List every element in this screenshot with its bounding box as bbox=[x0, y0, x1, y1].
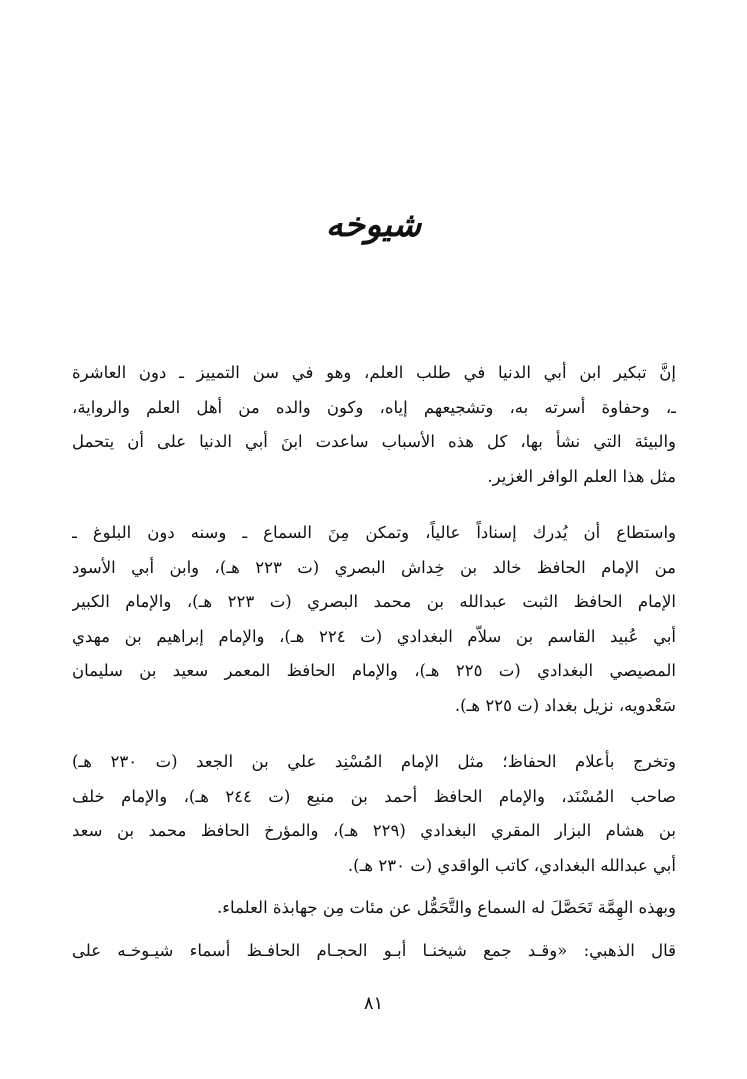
paragraph-3 bbox=[72, 745, 676, 883]
paragraph-5 bbox=[72, 934, 676, 969]
text-line: وبهذه الهِمَّة تَحَصَّلَ له السماع والتَّحَمُّل عن مئات مِن جهابذة العلماء. bbox=[217, 898, 676, 917]
body-text bbox=[72, 356, 676, 968]
text-line: أبي عبدالله البغدادي، كاتب الواقدي (ت ٢٣٠ هـ). bbox=[347, 855, 676, 875]
paragraph-4 bbox=[72, 891, 676, 926]
text-line: قال الذهبي: «وقـد جمع شيخنـا أبـو الحجـام الحافـظ أسماء شيـوخـه على bbox=[72, 940, 676, 960]
text-line: بن هشام البزار المقري البغدادي (٢٢٩ هـ)، والمؤرخ الحافظ محمد بن سعد bbox=[72, 821, 676, 840]
paragraph-1 bbox=[72, 356, 676, 494]
text-line: سَعْدويه، نزيل بغداد (ت ٢٢٥ هـ). bbox=[454, 695, 676, 715]
text-line: المصيصي البغدادي (ت ٢٢٥ هـ)، والإمام الحافظ المعمر سعيد بن سليمان bbox=[72, 661, 676, 680]
text-line: أبي عُبيد القاسم بن سلاّم البغدادي (ت ٢٢٤ هـ)، والإمام إبراهيم بن مهدي bbox=[72, 626, 676, 646]
page-number: ٨١ bbox=[363, 993, 384, 1014]
text-line: ـ، وحفاوة أسرته به، وتشجيعهم إياه، وكون والده من أهل العلم والرواية، bbox=[72, 397, 676, 417]
text-line: إنَّ تبكير ابن أبي الدنيا في طلب العلم، وهو في سن التمييز ـ دون العاشرة bbox=[72, 363, 676, 382]
page-title: شيوخه bbox=[325, 205, 422, 245]
text-line: الإمام الحافظ الثبت عبدالله بن محمد البصري (ت ٢٢٣ هـ)، والإمام الكبير bbox=[72, 592, 676, 611]
text-line: والبيئة التي نشأ بها، كل هذه الأسباب ساعدت ابنَ أبي الدنيا على أن يتحمل bbox=[72, 432, 676, 451]
text-line: وتخرج بأعلام الحفاظ؛ مثل الإمام المُسْنِد علي بن الجعد (ت ٢٣٠ هـ) bbox=[72, 752, 676, 771]
text-line: من الإمام الحافظ خالد بن خِداش البصري (ت ٢٢٣ هـ)، وابن أبي الأسود bbox=[72, 557, 676, 577]
text-line: مثل هذا العلم الوافر الغزير. bbox=[487, 466, 676, 486]
paragraph-2 bbox=[72, 516, 676, 723]
text-line: واستطاع أن يُدرك إسناداً عالياً، وتمكن مِنَ السماع ـ وسنه دون البلوغ ـ bbox=[72, 523, 676, 542]
text-line: صاحب المُسْنَد، والإمام الحافظ أحمد بن منيع (ت ٢٤٤ هـ)، والإمام خلف bbox=[72, 786, 676, 806]
